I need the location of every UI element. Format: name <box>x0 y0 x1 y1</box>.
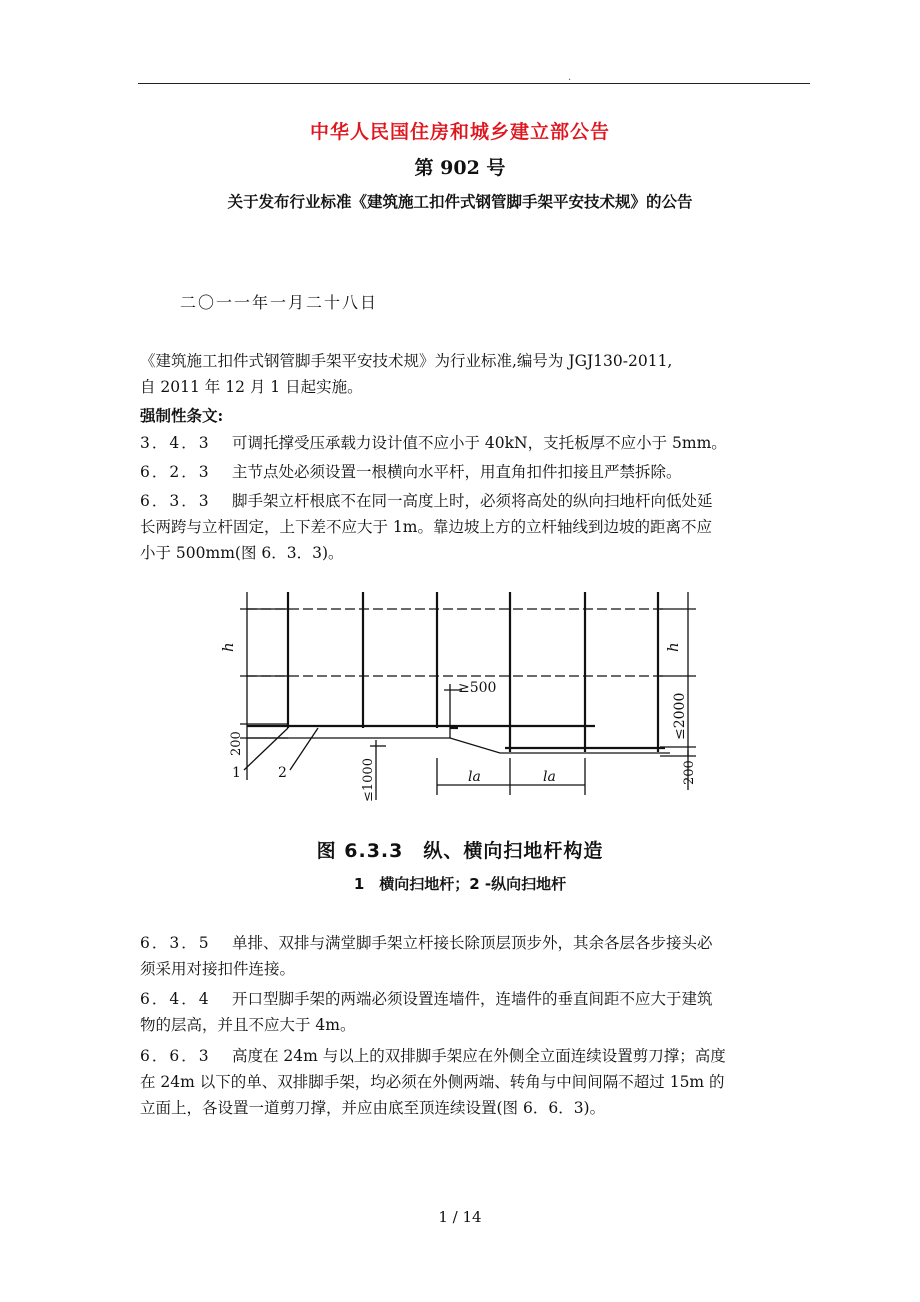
clause-6-6-3 <box>140 1043 812 1121</box>
clause-6-3-5 <box>140 930 812 982</box>
figure-caption: 图 6.3.3 纵、横向扫地杆构造 <box>316 840 604 862</box>
clause-number: 3．4．3 <box>140 434 211 452</box>
label-ge500: ≥500 <box>458 680 497 696</box>
figure-6-3-3 <box>200 580 730 830</box>
label-1: 1 <box>232 765 241 781</box>
intro-line-2: 自 2011 年 12 月 1 日起实施。 <box>140 378 363 396</box>
clause-number: 6．3．3 <box>140 492 211 510</box>
label-h-left: h <box>219 642 237 652</box>
label-2: 2 <box>278 765 287 781</box>
clause-text: 物的层高，并且不应大于 4m。 <box>140 1016 356 1034</box>
clause-text: 长两跨与立杆固定，上下差不应大于 1m。靠边坡上方的立杆轴线到边坡的距离不应 <box>140 518 712 536</box>
header-mark: . <box>568 72 572 83</box>
clause-text: 在 24m 以下的单、双排脚手架，均必须在外侧两端、转角与中间间隔不超过 15m 的 <box>140 1073 725 1091</box>
clause-6-4-4 <box>140 986 812 1038</box>
clause-number: 6．6．3 <box>140 1047 211 1065</box>
label-le1000: ≤1000 <box>361 758 376 802</box>
label-la-2: la <box>543 769 556 785</box>
label-la-1: la <box>468 769 481 785</box>
label-le2000: ≤2000 <box>672 692 688 740</box>
intro-line-1: 《建筑施工扣件式钢管脚手架平安技术规》为行业标准,编号为 JGJ130-2011, <box>140 352 673 370</box>
label-200-left: 200 <box>229 731 244 756</box>
clause-text: 须采用对接扣件连接。 <box>140 960 296 978</box>
leader-2 <box>290 728 318 770</box>
label-h-right: h <box>664 642 682 652</box>
clause-text: 高度在 24m 与以上的双排脚手架应在外侧全立面连续设置剪刀撑；高度 <box>232 1047 726 1065</box>
clause-3-4-3 <box>140 430 812 456</box>
clause-text: 开口型脚手架的两端必须设置连墙件，连墙件的垂直间距不应大于建筑 <box>232 990 713 1008</box>
mandatory-heading: 强制性条文: <box>140 406 224 425</box>
label-200-right: 200 <box>682 760 697 785</box>
clause-text: 立面上，各设置一道剪刀撑，并应由底至顶连续设置(图 6．6．3)。 <box>140 1099 606 1117</box>
notice-date: 二〇一一年一月二十八日 <box>180 293 379 312</box>
notice-number: 第 902 号 <box>414 157 506 179</box>
clause-text: 小于 500mm(图 6．3．3)。 <box>140 544 344 562</box>
page-number: 1 / 14 <box>438 1208 482 1226</box>
clause-text: 脚手架立杆根底不在同一高度上时，必须将高处的纵向扫地杆向低处延 <box>232 492 713 510</box>
clause-number: 6．4．4 <box>140 990 211 1008</box>
clause-text: 主节点处必须设置一根横向水平杆，用直角扣件扣接且严禁拆除。 <box>232 463 682 481</box>
header-rule <box>138 83 810 84</box>
leader-1 <box>244 728 288 770</box>
notice-subtitle: 关于发布行业标准《建筑施工扣件式钢管脚手架平安技术规》的公告 <box>227 192 693 211</box>
clause-number: 6．2．3 <box>140 463 211 481</box>
intro-paragraph <box>140 348 812 400</box>
scaffold-diagram <box>200 580 730 830</box>
clause-6-3-3 <box>140 488 812 566</box>
figure-legend: 1 横向扫地杆；2 -纵向扫地杆 <box>353 875 567 893</box>
clause-text: 可调托撑受压承载力设计值不应小于 40kN，支托板厚不应小于 5mm。 <box>232 434 727 452</box>
clause-number: 6．3．5 <box>140 934 211 952</box>
clause-6-2-3 <box>140 459 812 485</box>
clause-text: 单排、双排与满堂脚手架立杆接长除顶层顶步外，其余各层各步接头必 <box>232 934 713 952</box>
notice-title: 中华人民国住房和城乡建立部公告 <box>309 121 610 143</box>
